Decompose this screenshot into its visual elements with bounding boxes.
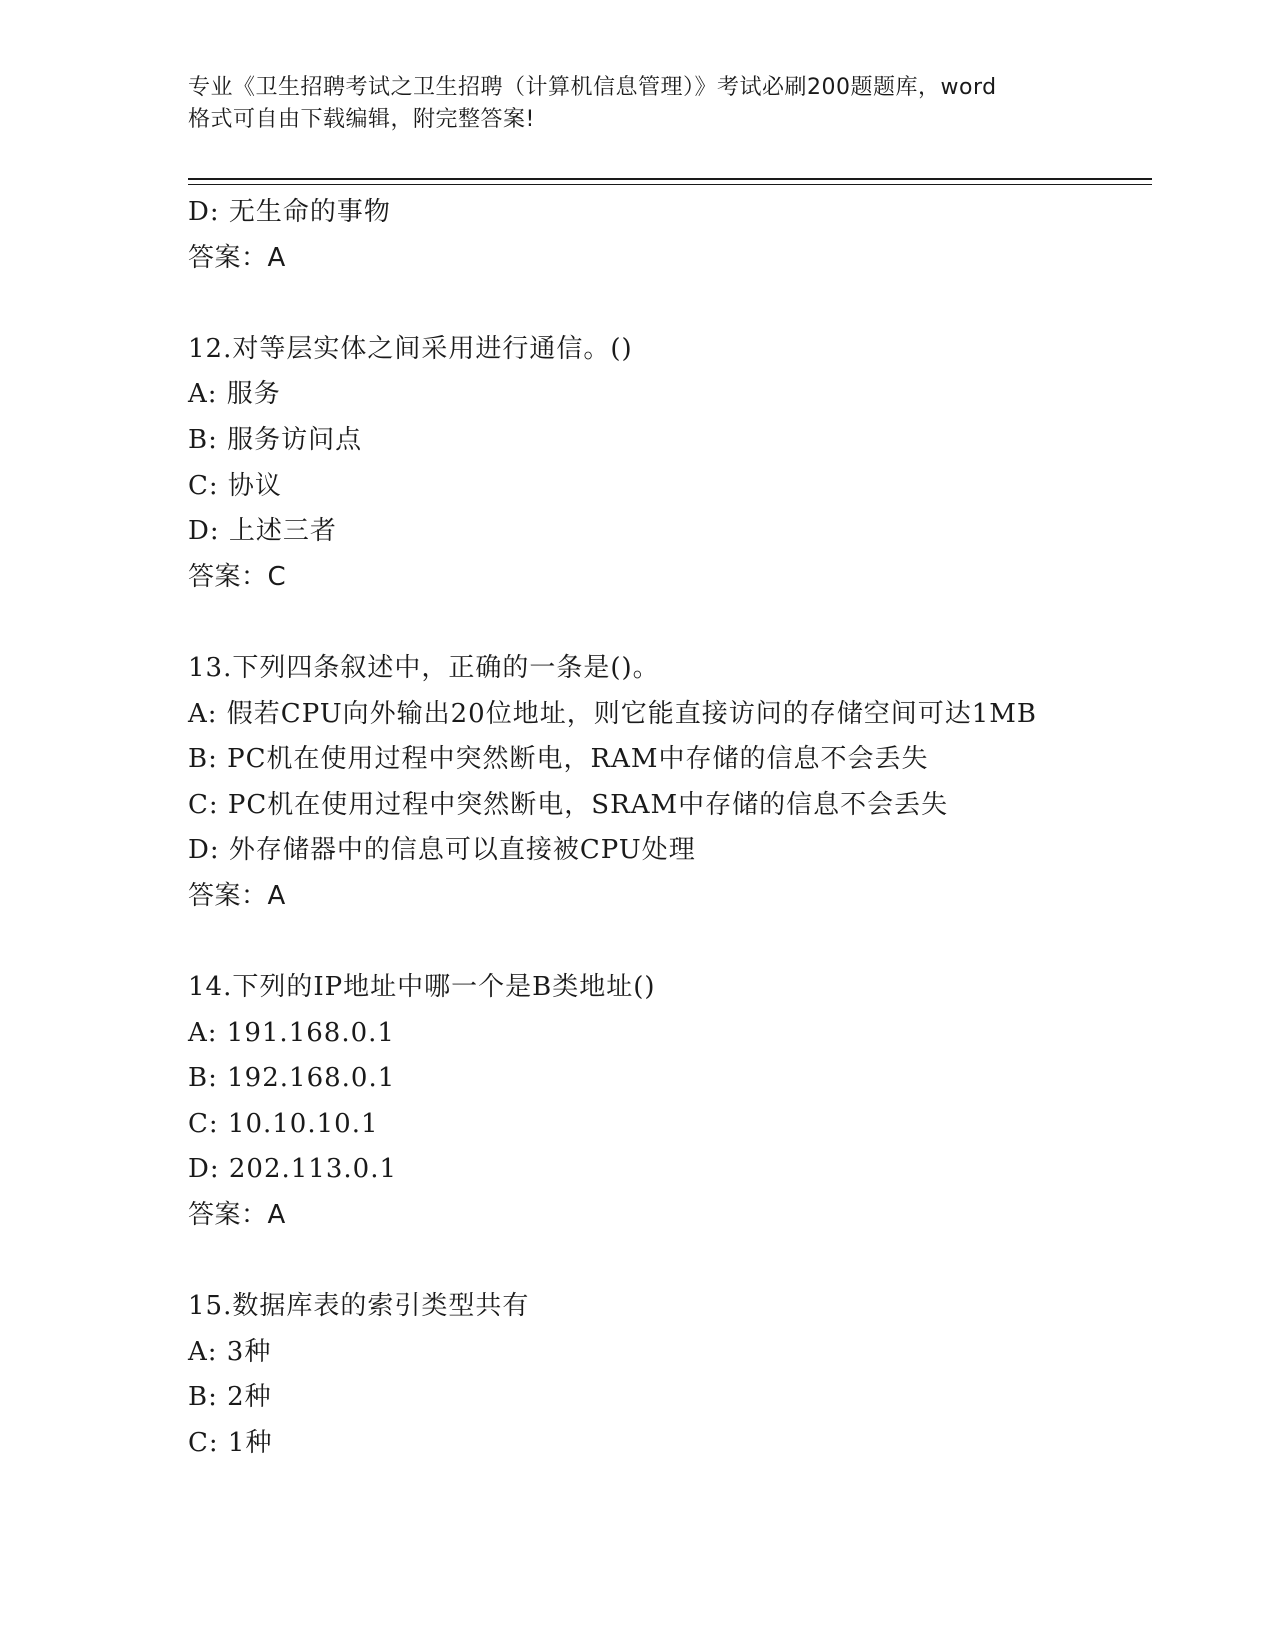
question-stem: 14.下列的IP地址中哪一个是B类地址() — [188, 972, 656, 1003]
question-option-b: B: PC机在使用过程中突然断电，RAM中存储的信息不会丢失 — [188, 744, 929, 775]
question-11-answer: 答案：A — [188, 242, 286, 273]
question-option-a: A: 3种 — [188, 1336, 272, 1367]
question-option-c: C: 1种 — [188, 1428, 273, 1459]
header-line-1: 专业《卫生招聘考试之卫生招聘（计算机信息管理）》考试必刷200题题库，word — [188, 75, 997, 100]
question-option-d: D: 外存储器中的信息可以直接被CPU处理 — [188, 835, 696, 866]
spacer — [188, 281, 1152, 327]
question-15 — [188, 1284, 1152, 1466]
question-option-c: C: 10.10.10.1 — [188, 1108, 379, 1139]
question-option-b: B: 2种 — [188, 1382, 272, 1413]
question-answer: 答案：A — [188, 1200, 286, 1231]
document-header — [188, 72, 1088, 136]
question-option-a: A: 服务 — [188, 379, 281, 410]
spacer — [188, 920, 1152, 966]
question-stem: 13.下列四条叙述中，正确的一条是()。 — [188, 652, 660, 683]
question-stem: 12.对等层实体之间采用进行通信。() — [188, 333, 633, 364]
question-14 — [188, 965, 1152, 1239]
question-option-d: D: 上述三者 — [188, 516, 337, 547]
question-option-b: B: 192.168.0.1 — [188, 1063, 396, 1094]
question-11-option-d: D: 无生命的事物 — [188, 197, 391, 227]
question-option-b: B: 服务访问点 — [188, 424, 363, 455]
spacer — [188, 1239, 1152, 1285]
question-answer: 答案：A — [188, 880, 286, 911]
question-12 — [188, 327, 1152, 601]
question-13 — [188, 646, 1152, 920]
question-option-c: C: 协议 — [188, 470, 282, 501]
spacer — [188, 600, 1152, 646]
question-option-c: C: PC机在使用过程中突然断电，SRAM中存储的信息不会丢失 — [188, 789, 949, 820]
question-option-a: A: 191.168.0.1 — [188, 1017, 395, 1048]
header-divider-thin — [188, 184, 1152, 185]
question-option-a: A: 假若CPU向外输出20位地址，则它能直接访问的存储空间可达1MB — [188, 698, 1037, 729]
question-stem: 15.数据库表的索引类型共有 — [188, 1291, 530, 1322]
question-option-d: D: 202.113.0.1 — [188, 1154, 397, 1185]
question-list — [188, 190, 1152, 1467]
question-answer: 答案：C — [188, 561, 287, 592]
header-line-2: 格式可自由下载编辑，附完整答案! — [188, 107, 535, 132]
header-divider-thick — [188, 178, 1152, 180]
